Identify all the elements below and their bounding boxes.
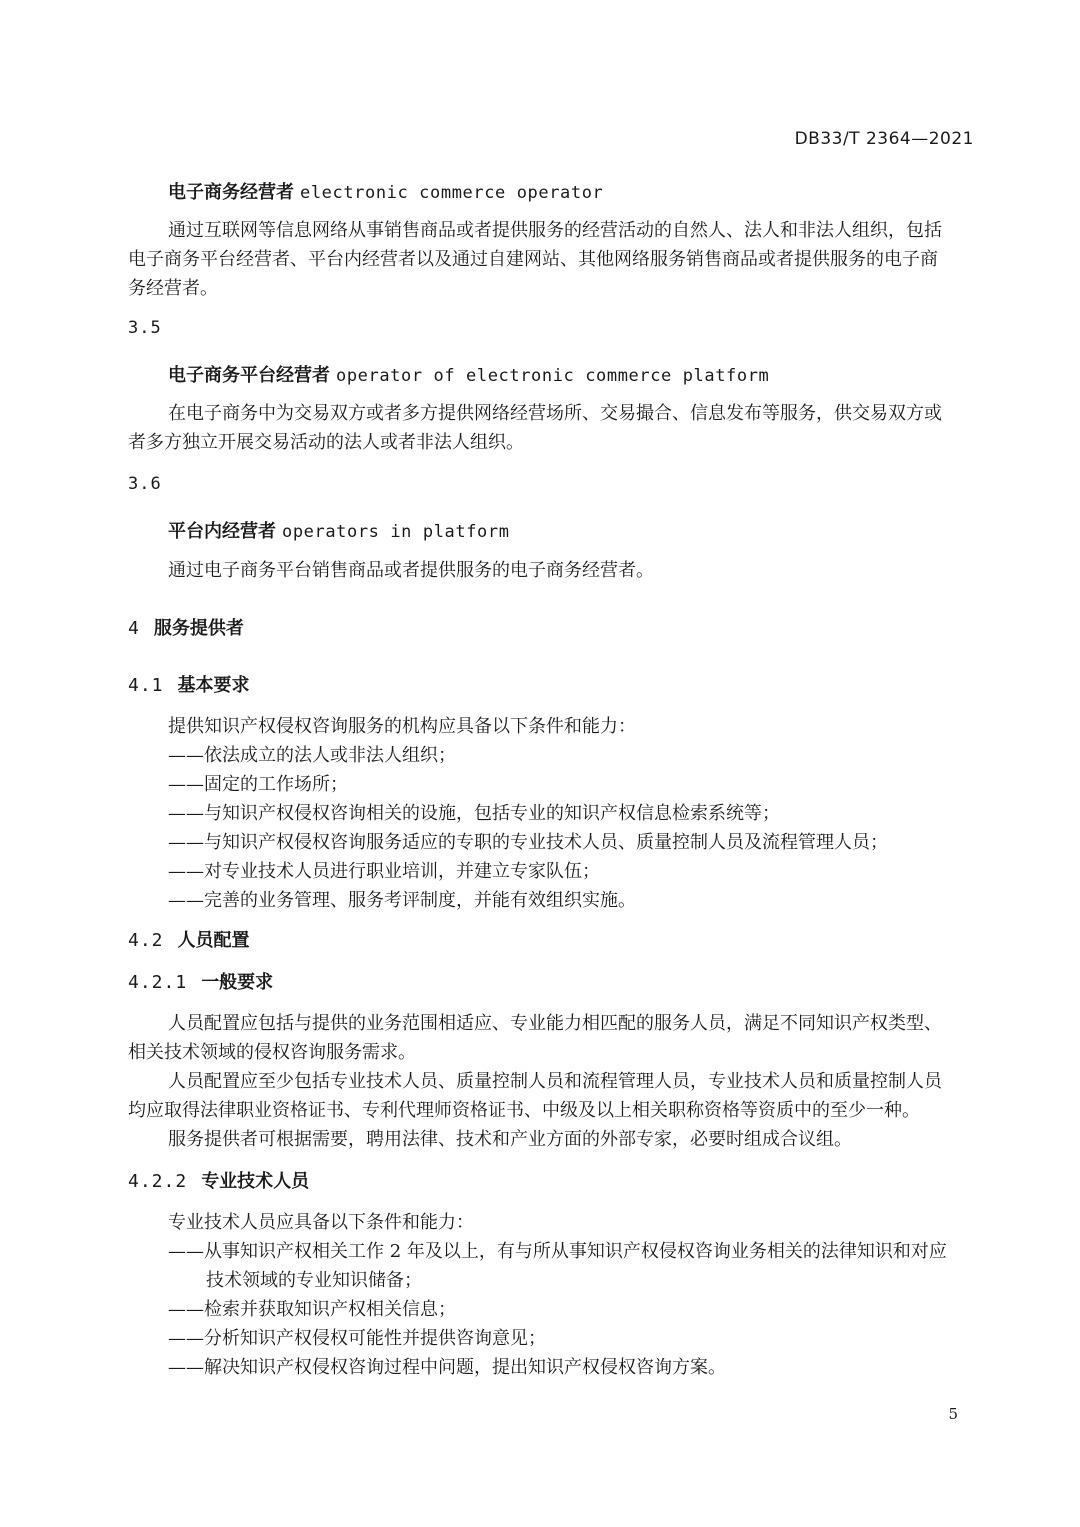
definition-body <box>128 399 942 457</box>
term-zh: 平台内经营者 <box>168 521 276 542</box>
subsection-heading <box>128 968 273 994</box>
text-line: 在电子商务中为交易双方或者多方提供网络经营场所、交易撮合、信息发布等服务，供交易双方或 <box>168 403 942 424</box>
subsection-heading <box>128 926 250 952</box>
clause-number: 3.6 <box>128 474 162 494</box>
section-heading <box>128 614 244 640</box>
term-en: operators in platform <box>282 522 510 542</box>
list-item: ——对专业技术人员进行职业培训，并建立专家队伍； <box>168 861 600 882</box>
requirements-list <box>168 712 888 915</box>
text-line: 人员配置应至少包括专业技术人员、质量控制人员和流程管理人员，专业技术人员和质量控制人员 <box>168 1071 942 1092</box>
standard-code: DB33/T 2364—2021 <box>794 129 974 149</box>
text-line: 服务提供者可根据需要，聘用法律、技术和产业方面的外部专家，必要时组成合议组。 <box>168 1129 852 1150</box>
subsection-heading <box>128 1167 309 1193</box>
list-intro: 提供知识产权侵权咨询服务的机构应具备以下条件和能力： <box>168 716 636 737</box>
list-item: ——依法成立的法人或非法人组织； <box>168 745 456 766</box>
subsection-title: 一般要求 <box>201 972 274 993</box>
list-item: ——解决知识产权侵权咨询过程中问题，提出知识产权侵权咨询方案。 <box>168 1357 726 1378</box>
list-item: ——完善的业务管理、服务考评制度，并能有效组织实施。 <box>168 890 636 911</box>
subsection-number: 4.1 <box>128 675 164 696</box>
requirements-list <box>168 1208 947 1382</box>
term-zh: 电子商务经营者 <box>168 182 294 203</box>
text-line: 电子商务平台经营者、平台内经营者以及通过自建网站、其他网络服务销售商品或者提供服务的电子商 <box>128 249 938 270</box>
section-title: 服务提供者 <box>153 618 244 639</box>
text-line: 通过互联网等信息网络从事销售商品或者提供服务的经营活动的自然人、法人和非法人组织，包括 <box>168 220 942 241</box>
clause-number: 3.5 <box>128 318 162 338</box>
subsection-heading <box>128 671 250 697</box>
term-heading <box>168 361 769 387</box>
term-en: operator of electronic commerce platform <box>336 366 770 386</box>
list-item: ——固定的工作场所； <box>168 774 348 795</box>
subsection-number: 4.2 <box>128 930 164 951</box>
list-item: ——检索并获取知识产权相关信息； <box>168 1299 456 1320</box>
subsection-number: 4.2.2 <box>128 1171 188 1192</box>
text-line: 均应取得法律职业资格证书、专利代理师资格证书、中级及以上相关职称资格等资质中的至少一种。 <box>128 1100 920 1121</box>
text-line: 人员配置应包括与提供的业务范围相适应、专业能力相匹配的服务人员，满足不同知识产权类型、 <box>168 1013 942 1034</box>
text-line: 者多方独立开展交易活动的法人或者非法人组织。 <box>128 432 524 453</box>
definition-body <box>128 216 942 303</box>
term-en: electronic commerce operator <box>300 183 604 203</box>
subsection-number: 4.2.1 <box>128 972 188 993</box>
list-item: ——与知识产权侵权咨询服务适应的专职的专业技术人员、质量控制人员及流程管理人员； <box>168 832 888 853</box>
text-line: 通过电子商务平台销售商品或者提供服务的电子商务经营者。 <box>168 560 654 581</box>
list-item-continuation: 技术领域的专业知识储备； <box>206 1270 422 1291</box>
term-zh: 电子商务平台经营者 <box>168 365 330 386</box>
list-intro: 专业技术人员应具备以下条件和能力： <box>168 1212 474 1233</box>
term-heading <box>168 178 603 204</box>
subsection-title: 专业技术人员 <box>201 1171 310 1192</box>
section-number: 4 <box>128 618 140 639</box>
subsection-title: 基本要求 <box>177 675 250 696</box>
page-number: 5 <box>948 1405 958 1423</box>
list-item: ——从事知识产权相关工作 2 年及以上，有与所从事知识产权侵权咨询业务相关的法律知识和对应 <box>168 1241 947 1262</box>
list-item: ——与知识产权侵权咨询相关的设施，包括专业的知识产权信息检索系统等； <box>168 803 780 824</box>
text-line: 相关技术领域的侵权咨询服务需求。 <box>128 1042 416 1063</box>
definition-body <box>168 556 654 585</box>
paragraph <box>128 1009 942 1154</box>
term-heading <box>168 517 510 543</box>
list-item: ——分析知识产权侵权可能性并提供咨询意见； <box>168 1328 546 1349</box>
text-line: 务经营者。 <box>128 278 218 299</box>
subsection-title: 人员配置 <box>177 930 250 951</box>
